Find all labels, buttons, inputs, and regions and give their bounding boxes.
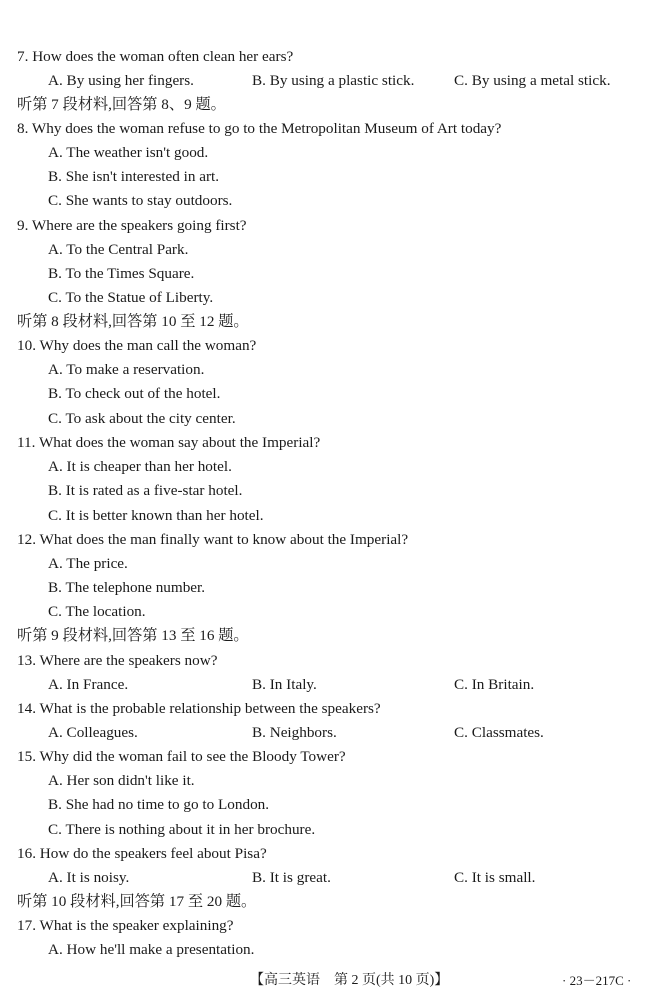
option-a: A. The price. (48, 555, 128, 572)
question-13: 13. Where are the speakers now? (17, 652, 218, 669)
question-12: 12. What does the man finally want to know about the Imperial? (17, 531, 409, 548)
section-heading-9: 听第 9 段材料,回答第 13 至 16 题。 (17, 627, 249, 644)
question-14-options (48, 721, 648, 745)
option-a: A. To the Central Park. (48, 241, 189, 258)
option-a: A. How he'll make a presentation. (48, 941, 255, 958)
option-c: C. Classmates. (454, 724, 544, 741)
section-heading-7: 听第 7 段材料,回答第 8、9 题。 (17, 96, 226, 113)
question-7-options (48, 69, 648, 93)
option-b: B. Neighbors. (252, 724, 337, 741)
question-8: 8. Why does the woman refuse to go to the Metropolitan Museum of Art today? (17, 120, 502, 137)
question-9: 9. Where are the speakers going first? (17, 217, 247, 234)
option-c: C. To the Statue of Liberty. (48, 289, 214, 306)
option-b: B. She had no time to go to London. (48, 796, 270, 813)
option-b: B. She isn't interested in art. (48, 168, 220, 185)
option-b: B. The telephone number. (48, 579, 206, 596)
option-b: B. It is great. (252, 869, 331, 886)
option-a: A. In France. (48, 676, 129, 693)
option-b: B. In Italy. (252, 676, 317, 693)
question-16-options (48, 866, 648, 890)
page-footer: 【高三英语 第 2 页(共 10 页)】 (250, 973, 449, 988)
option-a: A. By using her fingers. (48, 72, 194, 89)
question-11: 11. What does the woman say about the Imperial? (17, 434, 321, 451)
question-10: 10. Why does the man call the woman? (17, 337, 257, 354)
question-17: 17. What is the speaker explaining? (17, 917, 234, 934)
question-14: 14. What is the probable relationship between the speakers? (17, 700, 381, 717)
option-c: C. It is better known than her hotel. (48, 507, 264, 524)
option-b: B. By using a plastic stick. (252, 72, 415, 89)
option-c: C. In Britain. (454, 676, 535, 693)
question-15: 15. Why did the woman fail to see the Bloody Tower? (17, 748, 346, 765)
option-a: A. The weather isn't good. (48, 144, 209, 161)
question-13-options (48, 673, 648, 697)
question-7: 7. How does the woman often clean her ears? (17, 48, 294, 65)
option-c: C. It is small. (454, 869, 536, 886)
option-c: C. To ask about the city center. (48, 410, 236, 427)
option-c: C. She wants to stay outdoors. (48, 192, 233, 209)
paper-code: · 23－217C · (562, 973, 632, 988)
option-a: A. To make a reservation. (48, 361, 205, 378)
section-heading-8: 听第 8 段材料,回答第 10 至 12 题。 (17, 313, 249, 330)
option-a: A. It is cheaper than her hotel. (48, 458, 232, 475)
option-c: C. The location. (48, 603, 146, 620)
option-a: A. Colleagues. (48, 724, 138, 741)
option-b: B. To the Times Square. (48, 265, 195, 282)
option-c: C. There is nothing about it in her brochure. (48, 821, 316, 838)
section-heading-10: 听第 10 段材料,回答第 17 至 20 题。 (17, 893, 257, 910)
option-c: C. By using a metal stick. (454, 72, 611, 89)
question-16: 16. How do the speakers feel about Pisa? (17, 845, 267, 862)
option-a: A. It is noisy. (48, 869, 130, 886)
option-b: B. To check out of the hotel. (48, 385, 221, 402)
option-a: A. Her son didn't like it. (48, 772, 195, 789)
option-b: B. It is rated as a five-star hotel. (48, 482, 243, 499)
